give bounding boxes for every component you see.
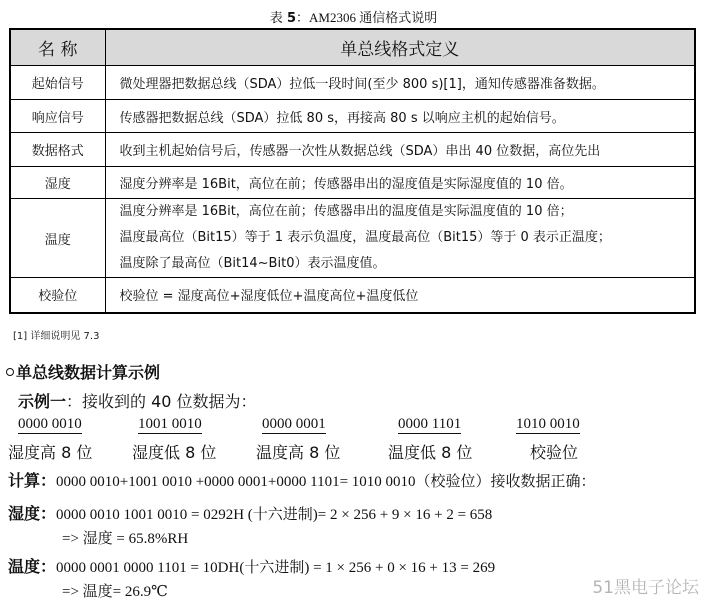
definition-line: 温度最高位（Bit15）等于 1 表示负温度，温度最高位（Bit15）等于 0 表示正温度； xyxy=(119,230,611,245)
temperature-text: 0000 0001 0000 1101 = 10DH(十六进制) = 1 × 256 + 0 × 16 + 13 = 269 xyxy=(56,560,496,576)
header-definition: 单总线格式定义 xyxy=(105,29,695,66)
table-row xyxy=(10,100,695,133)
row-definition: 传感器把数据总线（SDA）拉低 80 s，再接高 80 s 以响应主机的起始信号。 xyxy=(105,100,695,133)
caption-prefix: 表 xyxy=(269,11,283,26)
row-definition xyxy=(105,199,695,278)
humidity-text: 0000 0010 1001 0010 = 0292H (十六进制)= 2 × 256 + 9 × 16 + 2 = 658 xyxy=(56,507,493,523)
checksum-calculation xyxy=(8,468,596,491)
humidity-label: 湿度： xyxy=(8,504,57,523)
watermark: 51黑电子论坛 xyxy=(592,578,699,598)
table-caption xyxy=(0,7,707,26)
bit-group: 1001 0010 xyxy=(138,416,202,432)
bit-label: 湿度高 8 位 xyxy=(8,443,93,462)
humidity-result: => 湿度 = 65.8%RH xyxy=(62,531,189,547)
definition-line: 温度分辨率是 16Bit，高位在前；传感器串出的温度值是实际温度值的 10 倍； xyxy=(119,204,573,219)
example-title-rest: ：接收到的 40 位数据为： xyxy=(66,392,257,411)
bit-group: 1010 0010 xyxy=(516,416,580,432)
table-row xyxy=(10,199,695,278)
bit-label: 湿度低 8 位 xyxy=(132,443,217,462)
footnote: [1] 详细说明见 7.3 xyxy=(13,331,100,342)
row-name: 校验位 xyxy=(10,278,105,313)
calc-text: 0000 0010+1001 0010 +0000 0001+0000 1101= 1010 0010（校验位）接收数据正确： xyxy=(56,474,596,490)
bit-label: 温度高 8 位 xyxy=(256,443,341,462)
bit-label: 校验位 xyxy=(530,443,579,462)
row-name: 温度 xyxy=(10,199,105,278)
bit-label: 温度低 8 位 xyxy=(388,443,473,462)
temperature-calculation xyxy=(8,554,495,577)
temperature-label: 温度： xyxy=(8,557,57,576)
table-row xyxy=(10,278,695,313)
table-row xyxy=(10,66,695,100)
example-title xyxy=(18,389,257,412)
bit-group: 0000 1101 xyxy=(398,416,462,432)
bit-group: 0000 0010 xyxy=(18,416,82,432)
row-definition: 校验位 = 湿度高位+湿度低位+温度高位+温度低位 xyxy=(105,278,695,313)
calc-label: 计算： xyxy=(8,471,57,490)
temperature-result: => 温度= 26.9℃ xyxy=(62,584,168,600)
row-definition: 湿度分辨率是 16Bit，高位在前；传感器串出的湿度值是实际湿度值的 10 倍。 xyxy=(105,167,695,199)
row-name: 起始信号 xyxy=(10,66,105,100)
row-definition: 收到主机起始信号后，传感器一次性从数据总线（SDA）串出 40 位数据，高位先出 xyxy=(105,133,695,167)
table-row xyxy=(10,167,695,199)
section-heading xyxy=(6,360,160,383)
row-definition: 微处理器把数据总线（SDA）拉低一段时间(至少 800 s)[1]，通知传感器准备数据。 xyxy=(105,66,695,100)
row-name: 湿度 xyxy=(10,167,105,199)
format-table xyxy=(9,28,696,314)
header-name: 名 称 xyxy=(10,29,105,66)
bullet-icon xyxy=(6,368,14,376)
bit-group: 0000 0001 xyxy=(262,416,326,432)
row-name: 数据格式 xyxy=(10,133,105,167)
definition-line: 温度除了最高位（Bit14~Bit0）表示温度值。 xyxy=(119,256,386,271)
section-title: 单总线数据计算示例 xyxy=(16,363,161,382)
humidity-calculation xyxy=(8,501,492,524)
table-header-row xyxy=(10,29,695,66)
table-row xyxy=(10,133,695,167)
caption-text: ：AM2306 通信格式说明 xyxy=(296,10,438,25)
example-title-bold: 示例一 xyxy=(18,392,67,411)
caption-number: 5 xyxy=(286,11,296,26)
row-name: 响应信号 xyxy=(10,100,105,133)
